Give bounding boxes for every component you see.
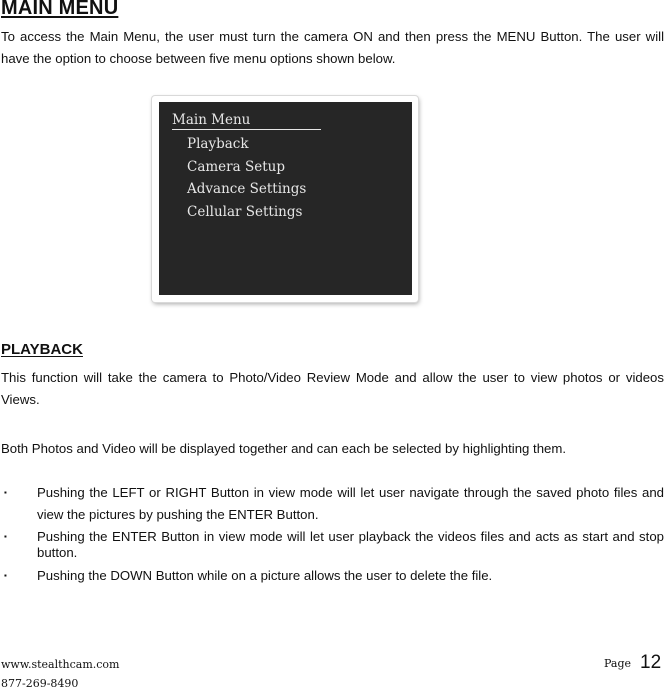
bullet-text: Pushing the LEFT or RIGHT Button in view mode will let user navigate through the saved photo files and view the pictures by pushing the ENTER Button. [37,485,664,522]
screen-menu-list [187,133,306,223]
footer-website: www.stealthcam.com [1,658,120,671]
section-heading-main-menu: MAIN MENU [1,0,119,19]
intro-paragraph: To access the Main Menu, the user must turn the camera ON and then press the MENU Button. The user will have the option to choose between five menu options shown below. [1,29,664,66]
screen-menu-item: Advance Settings [187,181,307,197]
list-item [0,529,664,561]
list-item [0,482,664,526]
camera-screen-image [152,96,418,302]
screen-menu-item: Cellular Settings [187,203,303,220]
camera-screen [159,102,412,295]
bullet-text: Pushing the DOWN Button while on a picture allows the user to delete the file. [37,568,493,583]
screen-menu-title: Main Menu [172,112,321,130]
bullet-icon: ▪ [4,488,7,497]
footer-phone: 877-269-8490 [1,677,79,690]
section-heading-playback: PLAYBACK [1,341,83,358]
bullet-icon: ▪ [4,571,7,580]
bullet-icon: ▪ [4,532,7,541]
footer-contact [1,655,119,693]
screen-menu-item: Playback [187,136,249,152]
page-number: 12 [640,652,662,673]
list-item [0,568,664,584]
screen-menu-item: Camera Setup [187,158,285,175]
playback-bullet-list [0,482,664,584]
playback-note: Both Photos and Video will be displayed together and can each be selected by highlighting them. [1,441,567,456]
page-label: Page [604,657,632,670]
bullet-text: Pushing the ENTER Button in view mode will let user playback the videos files and acts as start and stop button. [37,529,664,560]
playback-description: This function will take the camera to Photo/Video Review Mode and allow the user to view photos or videos Views. [1,370,664,407]
